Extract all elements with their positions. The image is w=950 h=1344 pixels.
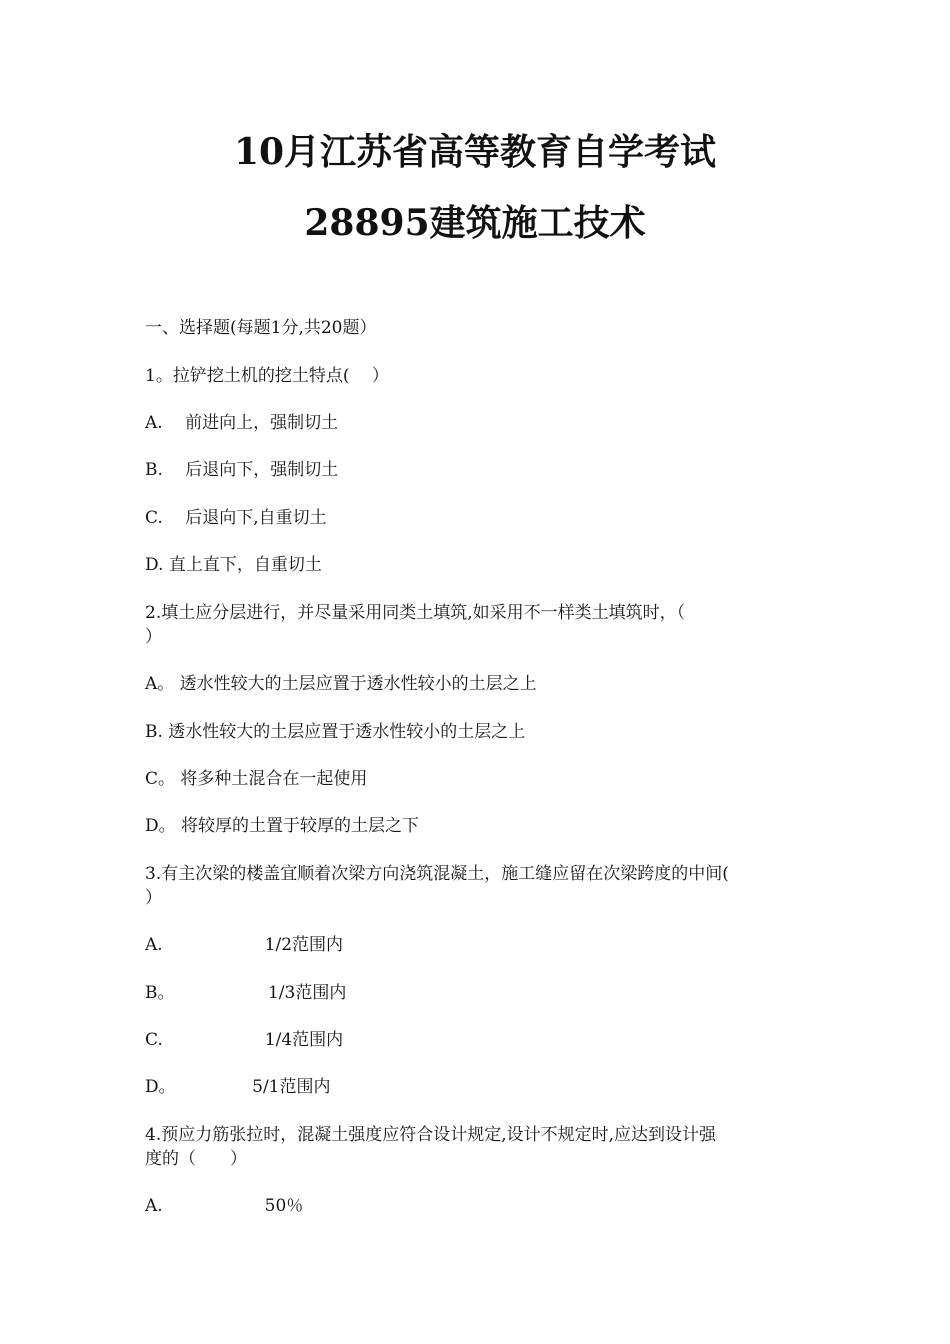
question-4-stem-line-1: 4.预应力筋张拉时，混凝土强度应符合设计规定,设计不规定时,应达到设计强 (145, 1125, 717, 1145)
question-3-option-b: B。 1/3范围内 (145, 983, 347, 1003)
question-4-option-a: A. 50％ (145, 1196, 304, 1216)
question-1-option-c: C. 后退向下,自重切土 (145, 508, 327, 528)
question-1-option-b: B. 后退向下，强制切土 (145, 460, 339, 480)
question-3-option-c: C. 1/4范围内 (145, 1030, 344, 1050)
question-2-stem-line-1: 2.填土应分层进行，并尽量采用同类土填筑,如采用不一样类土填筑时，（ (145, 603, 686, 623)
question-3-option-a: A. 1/2范围内 (145, 935, 344, 955)
question-2-option-d: D。 将较厚的土置于较厚的土层之下 (145, 816, 420, 836)
question-2-option-a: A。 透水性较大的土层应置于透水性较小的土层之上 (145, 674, 537, 694)
document-title-line-1: 10月江苏省高等教育自学考试 (233, 131, 717, 173)
question-1-option-a: A. 前进向上，强制切土 (145, 413, 339, 433)
question-1-option-d: D. 直上直下，自重切土 (145, 555, 322, 575)
question-2-stem-line-2: ） (145, 627, 162, 647)
section-heading: 一、选择题(每题1分,共20题） (145, 318, 377, 338)
question-2-option-b: B. 透水性较大的土层应置于透水性较小的土层之上 (145, 722, 526, 742)
question-3-stem-line-2: ） (145, 888, 162, 908)
question-1-stem: 1。拉铲挖土机的挖土特点( ） (145, 366, 389, 386)
question-3-stem-line-1: 3.有主次梁的楼盖宜顺着次梁方向浇筑混凝土，施工缝应留在次梁跨度的中间( (145, 864, 729, 884)
document-title-line-2: 28895建筑施工技术 (304, 202, 646, 244)
question-3-option-d: D。 5/1范围内 (145, 1077, 331, 1097)
question-4-stem-line-2: 度的（ ） (145, 1149, 247, 1169)
question-2-option-c: C。 将多种土混合在一起使用 (145, 769, 368, 789)
